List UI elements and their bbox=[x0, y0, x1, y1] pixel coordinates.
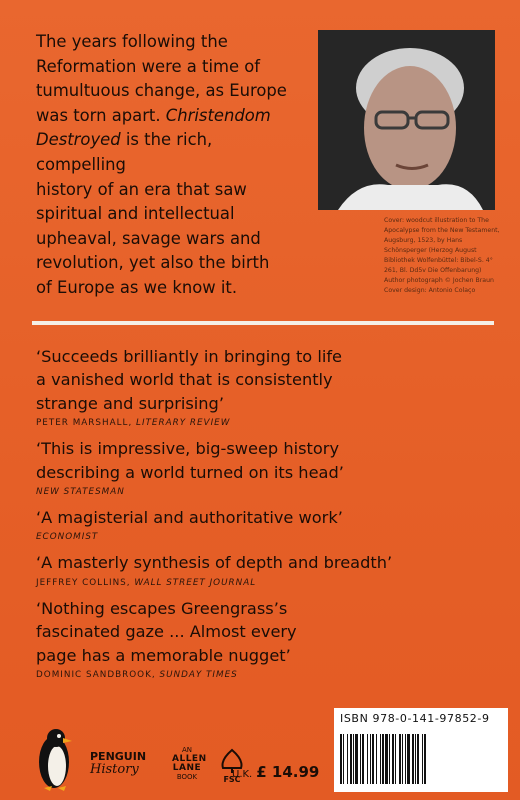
penguin-logo-icon bbox=[30, 722, 82, 792]
book-title: Christendom bbox=[165, 105, 271, 125]
author-photo bbox=[318, 30, 495, 210]
barcode-bar bbox=[407, 734, 410, 784]
blurb-line: of Europe as we know it. bbox=[36, 277, 238, 297]
publisher-name: PENGUIN bbox=[90, 750, 147, 763]
blurb-text: is the rich, compelling bbox=[36, 130, 213, 174]
review-source bbox=[36, 578, 506, 588]
blurb-line: Reformation were a time of bbox=[36, 56, 261, 76]
allen-lane-text: AN bbox=[181, 746, 193, 754]
review-quote: ‘A magisterial and authoritative work’ bbox=[36, 508, 343, 528]
author-portrait-image bbox=[318, 30, 495, 210]
publisher-logos bbox=[30, 722, 330, 794]
review-quote: a vanished world that is consistently bbox=[36, 370, 333, 390]
barcode-bar bbox=[367, 734, 368, 784]
review-quote: page has a memorable nugget’ bbox=[36, 645, 291, 665]
blurb-line: history of an era that saw bbox=[36, 179, 247, 199]
review-publication: SUNDAY TIMES bbox=[159, 670, 238, 681]
barcode-bar bbox=[389, 734, 390, 784]
barcode-bar bbox=[385, 734, 388, 784]
allen-lane-text: LANE bbox=[172, 763, 202, 773]
barcode-bar bbox=[353, 734, 354, 784]
barcode-bar bbox=[340, 734, 342, 784]
barcode-bar bbox=[402, 734, 403, 784]
review-source bbox=[36, 670, 506, 680]
blurb-line: revolution, yet also the birth bbox=[36, 253, 270, 273]
blurb-line bbox=[36, 128, 306, 177]
review-source bbox=[36, 532, 506, 542]
review-quote: describing a world turned on its head’ bbox=[36, 462, 344, 482]
blurb bbox=[36, 30, 306, 301]
allen-lane-text: ALLEN bbox=[172, 754, 207, 764]
price bbox=[232, 762, 319, 781]
fsc-label: FSC bbox=[223, 775, 241, 784]
review-source bbox=[36, 487, 506, 497]
review-quote: ‘Nothing escapes Greengrass’s bbox=[36, 598, 288, 618]
barcode-bar bbox=[395, 734, 396, 784]
review-author: JEFFREY COLLINS, bbox=[36, 577, 131, 588]
blurb-line: The years following the bbox=[36, 32, 228, 51]
reviews-list bbox=[36, 345, 506, 689]
review-quote: strange and surprising’ bbox=[36, 393, 224, 413]
price-region: U.K. bbox=[232, 769, 253, 780]
review-source bbox=[36, 418, 506, 428]
review-quote: ‘This is impressive, big-sweep history bbox=[36, 439, 340, 459]
review bbox=[36, 345, 506, 428]
review-publication: LITERARY REVIEW bbox=[136, 418, 231, 429]
price-amount: £ 14.99 bbox=[256, 763, 320, 781]
barcode-bar bbox=[347, 734, 348, 784]
review bbox=[36, 506, 506, 542]
cover-credits: Cover: woodcut illustration to The Apocalypse from the New Testament, Augsburg, 1523, by Hans Schönsperger (Herzog August Bibliothek Wolfenbüttel: Bibel-S. 4° 261, Bl. Dd5v Die Offenbarung) Author photograph © Jochen Braun Cover design: Antonio Colaço bbox=[384, 217, 500, 294]
review-quote: fascinated gaze ... Almost every bbox=[36, 622, 297, 642]
penguin-history-wordmark bbox=[90, 750, 146, 776]
blurb-line: upheaval, savage wars and bbox=[36, 228, 261, 248]
blurb-line: tumultuous change, as Europe bbox=[36, 81, 287, 101]
barcode-bar bbox=[376, 734, 377, 784]
barcode-bar bbox=[372, 734, 374, 784]
barcode-bar bbox=[343, 734, 344, 784]
barcode-bar bbox=[360, 734, 361, 784]
barcode-bar bbox=[422, 734, 423, 784]
review-publication: WALL STREET JOURNAL bbox=[134, 577, 257, 588]
barcode-bar bbox=[399, 734, 401, 784]
barcode-bar bbox=[382, 734, 384, 784]
blurb-line bbox=[36, 104, 306, 129]
barcode-bar bbox=[405, 734, 406, 784]
barcode-bar bbox=[392, 734, 394, 784]
allen-lane-text: BOOK bbox=[176, 773, 198, 781]
review-publication: NEW STATESMAN bbox=[36, 487, 125, 498]
review-quote: ‘A masterly synthesis of depth and breadth’ bbox=[36, 553, 393, 573]
review-author: DOMINIC SANDBROOK, bbox=[36, 670, 156, 681]
review-publication: ECONOMIST bbox=[36, 532, 99, 543]
barcode-bar bbox=[350, 734, 352, 784]
barcode-bar bbox=[362, 734, 364, 784]
book-title: Destroyed bbox=[36, 130, 121, 150]
barcode-bar bbox=[370, 734, 371, 784]
blurb-text: was torn apart. bbox=[36, 105, 161, 125]
isbn: ISBN 978-0-141-97852-9 bbox=[340, 712, 490, 725]
review bbox=[36, 437, 506, 497]
barcode-bar bbox=[380, 734, 381, 784]
barcode-bar bbox=[412, 734, 414, 784]
imprint-name: History bbox=[90, 762, 139, 777]
divider bbox=[32, 321, 494, 325]
allen-lane-logo bbox=[172, 746, 207, 782]
review bbox=[36, 597, 506, 680]
review bbox=[36, 551, 506, 587]
review-quote: ‘Succeeds brilliantly in bringing to life bbox=[36, 347, 343, 366]
blurb-line: spiritual and intellectual bbox=[36, 204, 235, 224]
barcode-bar bbox=[415, 734, 416, 784]
barcode-bar bbox=[417, 734, 419, 784]
barcode-bar bbox=[424, 734, 426, 784]
review-author: PETER MARSHALL, bbox=[36, 418, 133, 429]
barcode-icon bbox=[340, 734, 502, 784]
barcode-bar bbox=[355, 734, 358, 784]
